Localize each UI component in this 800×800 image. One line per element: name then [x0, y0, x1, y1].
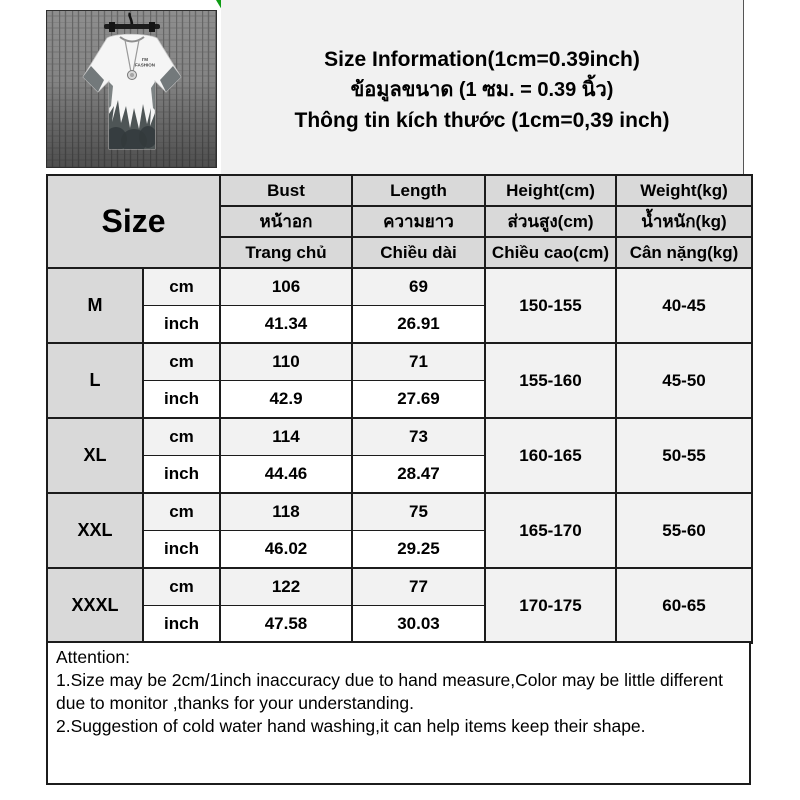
- bust-cm-xxxl: 122: [220, 568, 352, 606]
- size-table-wrap: [46, 174, 751, 644]
- attention-box: [46, 641, 751, 785]
- size-table: [46, 174, 753, 644]
- size-label-m: M: [47, 268, 143, 343]
- height-range-xxxl: 170-175: [485, 568, 616, 643]
- col-header-length-vi: Chiều dài: [352, 237, 485, 268]
- corner-header-size: Size: [47, 175, 220, 268]
- shirt-chest-text-1: I'M: [141, 57, 149, 62]
- length-cm-l: 71: [352, 343, 485, 381]
- length-cm-xxl: 75: [352, 493, 485, 531]
- page-title-vi: Thông tin kích thước (1cm=0,39 inch): [294, 109, 670, 132]
- title-panel: [221, 0, 744, 174]
- length-cm-xxxl: 77: [352, 568, 485, 606]
- col-header-height-en: Height(cm): [485, 175, 616, 206]
- attention-line-2: due to monitor ,thanks for your understanding.: [56, 693, 414, 714]
- size-label-xl: XL: [47, 418, 143, 493]
- bust-inch-m: 41.34: [220, 306, 352, 344]
- attention-line-1: 1.Size may be 2cm/1inch inaccuracy due to hand measure,Color may be little different: [56, 670, 723, 691]
- attention-line-3: 2.Suggestion of cold water hand washing,it can help items keep their shape.: [56, 716, 646, 737]
- attention-heading: Attention:: [56, 647, 130, 667]
- col-header-weight-en: Weight(kg): [616, 175, 752, 206]
- unit-label: cm: [143, 343, 220, 381]
- bust-inch-l: 42.9: [220, 381, 352, 419]
- table-row-xxxl-cm: [47, 568, 752, 606]
- bust-cm-m: 106: [220, 268, 352, 306]
- unit-label: cm: [143, 268, 220, 306]
- col-header-length-en: Length: [352, 175, 485, 206]
- weight-range-xxl: 55-60: [616, 493, 752, 568]
- height-range-xxl: 165-170: [485, 493, 616, 568]
- weight-range-m: 40-45: [616, 268, 752, 343]
- height-range-m: 150-155: [485, 268, 616, 343]
- bust-cm-l: 110: [220, 343, 352, 381]
- unit-label: inch: [143, 456, 220, 494]
- unit-label: inch: [143, 531, 220, 569]
- weight-range-l: 45-50: [616, 343, 752, 418]
- col-header-height-vi: Chiều cao(cm): [485, 237, 616, 268]
- page-title-en: Size Information(1cm=0.39inch): [324, 47, 640, 71]
- unit-label: cm: [143, 418, 220, 456]
- unit-label: inch: [143, 306, 220, 344]
- size-label-l: L: [47, 343, 143, 418]
- bust-inch-xxl: 46.02: [220, 531, 352, 569]
- product-photo: [46, 10, 217, 168]
- table-row-xl-cm: [47, 418, 752, 456]
- col-header-height-th: ส่วนสูง(cm): [485, 206, 616, 237]
- col-header-length-th: ความยาว: [352, 206, 485, 237]
- height-range-xl: 160-165: [485, 418, 616, 493]
- bust-cm-xxl: 118: [220, 493, 352, 531]
- bust-inch-xxxl: 47.58: [220, 606, 352, 644]
- length-inch-xl: 28.47: [352, 456, 485, 494]
- table-row-xxl-cm: [47, 493, 752, 531]
- table-row-m-cm: [47, 268, 752, 306]
- col-header-bust-th: หน้าอก: [220, 206, 352, 237]
- col-header-bust-en: Bust: [220, 175, 352, 206]
- weight-range-xxxl: 60-65: [616, 568, 752, 643]
- length-inch-l: 27.69: [352, 381, 485, 419]
- length-cm-m: 69: [352, 268, 485, 306]
- height-range-l: 155-160: [485, 343, 616, 418]
- weight-range-xl: 50-55: [616, 418, 752, 493]
- length-inch-xxxl: 30.03: [352, 606, 485, 644]
- page-title-th: ข้อมูลขนาด (1 ซม. = 0.39 นิ้ว): [350, 79, 614, 101]
- length-inch-xxl: 29.25: [352, 531, 485, 569]
- length-inch-m: 26.91: [352, 306, 485, 344]
- col-header-weight-vi: Cân nặng(kg): [616, 237, 752, 268]
- bust-cm-xl: 114: [220, 418, 352, 456]
- col-header-bust-vi: Trang chủ: [220, 237, 352, 268]
- unit-label: cm: [143, 568, 220, 606]
- unit-label: cm: [143, 493, 220, 531]
- bust-inch-xl: 44.46: [220, 456, 352, 494]
- length-cm-xl: 73: [352, 418, 485, 456]
- shirt-chest-text-2: FASHION: [134, 62, 156, 68]
- table-row-l-cm: [47, 343, 752, 381]
- unit-label: inch: [143, 381, 220, 419]
- size-label-xxl: XXL: [47, 493, 143, 568]
- col-header-weight-th: น้ำหนัก(kg): [616, 206, 752, 237]
- unit-label: inch: [143, 606, 220, 644]
- size-label-xxxl: XXXL: [47, 568, 143, 643]
